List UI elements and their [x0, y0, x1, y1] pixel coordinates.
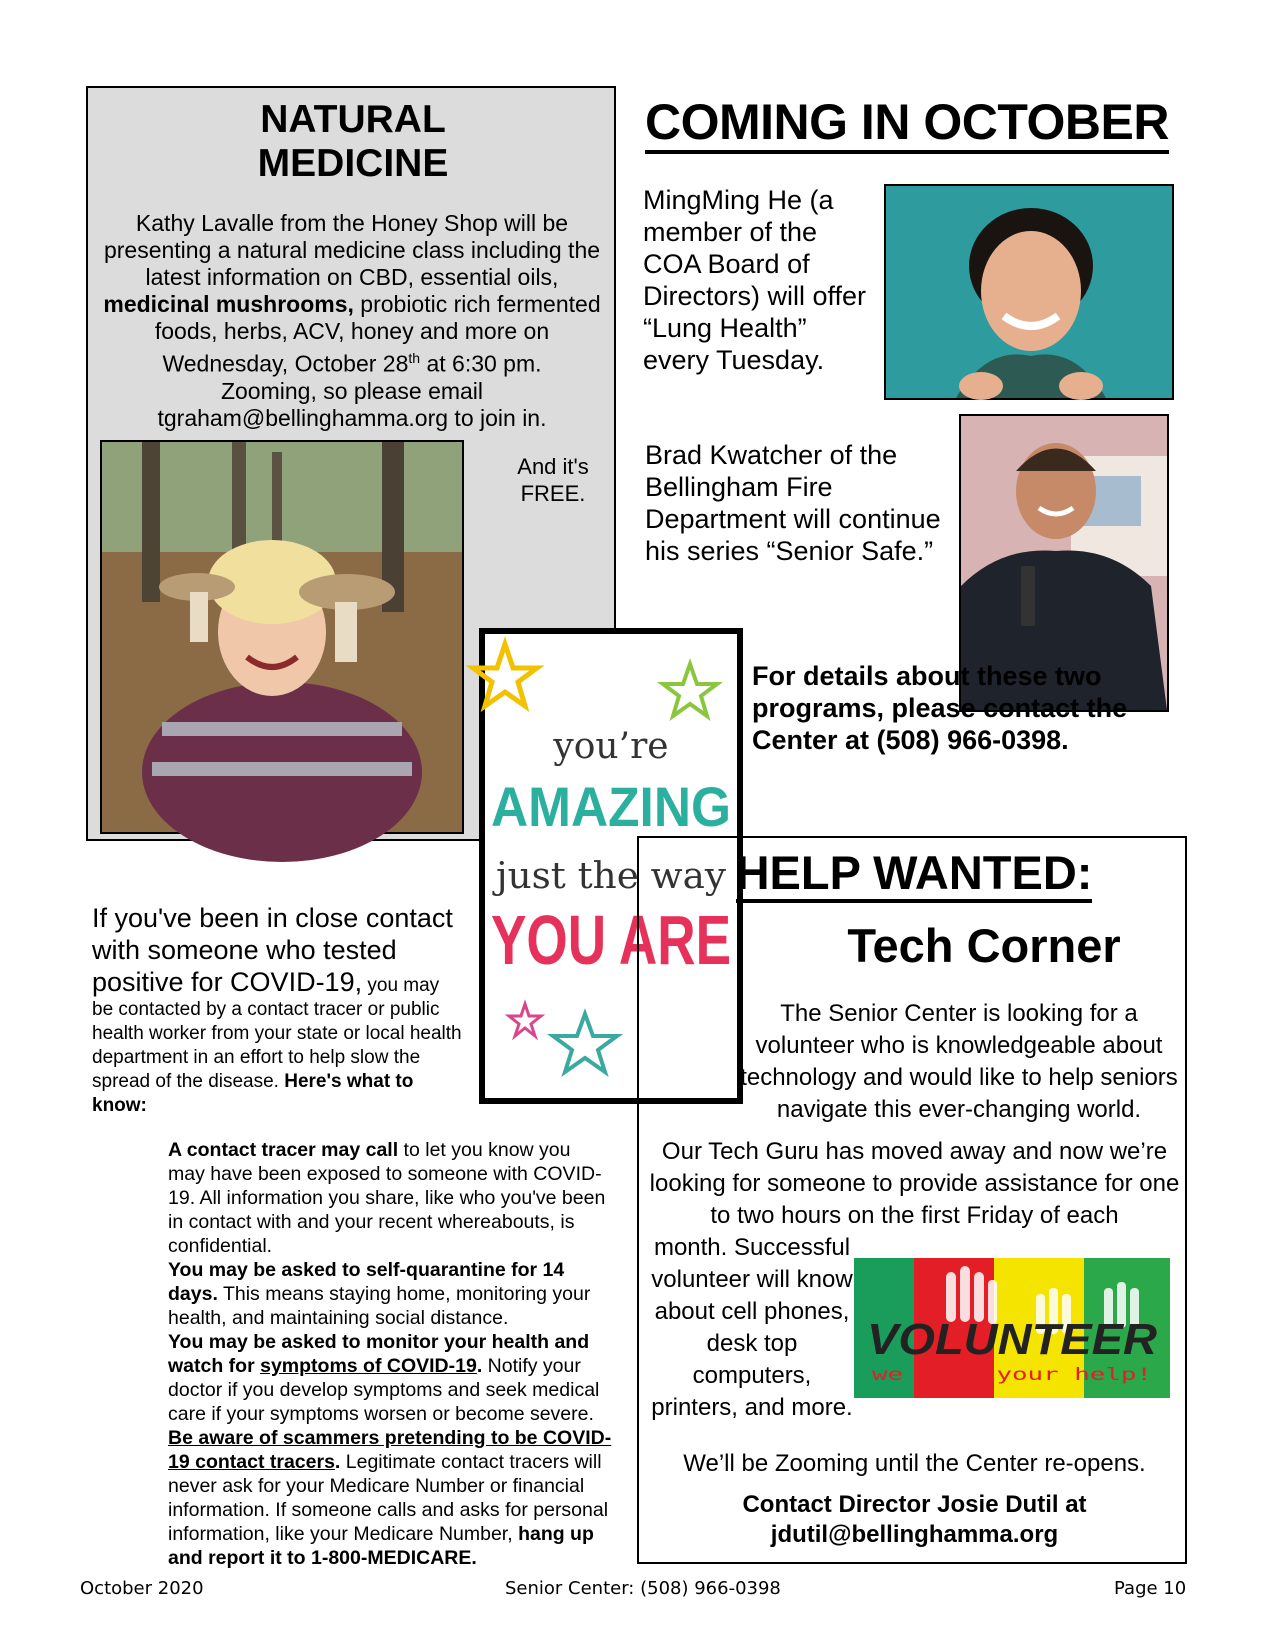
help-paragraph-1: The Senior Center is looking for a volunteer who is knowledgeable about technology and would like to help seniors navigate this ever-changing world. [740, 1000, 1178, 1123]
volunteer-word: VOLUNTEER [867, 1315, 1158, 1364]
director-email[interactable]: jdutil@bellinghamma.org [770, 1521, 1059, 1548]
footer-phone: Senior Center: (508) 966-0398 [505, 1578, 781, 1599]
help-paragraph-2: Our Tech Guru has moved away and now we’re looking for someone to provide assistance for one to two hours on the first Friday of each [649, 1138, 1180, 1229]
help-wanted-box [637, 836, 1187, 1564]
coming-in-october-title: COMING IN OCTOBER [645, 94, 1169, 154]
symptoms-link[interactable]: symptoms of COVID-19 [260, 1355, 477, 1377]
program-contact-details: For details about these two programs, please contact the Center at (508) 966-0398. [752, 661, 1128, 755]
natural-medicine-title: NATURAL MEDICINE [257, 98, 449, 185]
covid-paragraph-monitor: You may be asked to monitor your health and watch for symptoms of COVID-19. Notify your doctor if you develop symptoms and seek medical care if your symptoms worsen or become severe. [168, 1331, 600, 1425]
lung-health-description: MingMing He (a member of the COA Board of Directors) will offer “Lung Health” every Tuesday. [643, 185, 867, 375]
covid-paragraph-scammers: Be aware of scammers pretending to be COVID-19 contact tracers. Legitimate contact tracers will never ask for your Medicare Number or financial information. If someone calls and asks for personal information, like your Medicare Number, hang up and report it to 1-800-MEDICARE. [168, 1427, 612, 1569]
help-paragraph-3: month. Successful volunteer will know about cell phones, desk top computers, printers, and more. [651, 1234, 853, 1421]
help-wanted-title: HELP WANTED: [579, 846, 1249, 900]
covid-guidance [92, 1138, 612, 1570]
amazing-line3: just the way [491, 856, 727, 897]
mushroom-photo [100, 440, 464, 834]
volunteer-banner [854, 1258, 1170, 1398]
senior-safe-description: Brad Kwatcher of the Bellingham Fire Department will continue his series “Senior Safe.” [645, 440, 941, 566]
footer-page-number: Page 10 [1114, 1578, 1187, 1599]
amazing-line1: you’re [553, 726, 669, 767]
director-contact: Contact Director Josie Dutil at jdutil@bellinghamma.org [647, 1490, 1182, 1550]
covid-paragraph-quarantine: You may be asked to self-quarantine for 14 days. This means staying home, monitoring your health, and maintaining social distance. [168, 1259, 591, 1329]
footer-date: October 2020 [80, 1578, 204, 1599]
amazing-line2: AMAZING [491, 775, 731, 838]
mingming-photo [884, 184, 1174, 400]
covid-paragraph-contact-tracer: A contact tracer may call to let you know you may have been exposed to someone with COVID-19. All information you share, like who you've been in contact with and your recent whereabouts, is confidential. [168, 1139, 606, 1257]
zooming-note: We’ll be Zooming until the Center re-opens. [683, 1450, 1146, 1477]
amazing-line4: YOU ARE [491, 901, 731, 979]
covid-intro: If you've been in close contact with someone who tested positive for COVID-19, you may be contacted by a contact tracer or public health worker from your state or local health department in an effort to help slow the spread of the disease. Here's what to know: [92, 903, 462, 1116]
natural-medicine-description: Kathy Lavalle from the Honey Shop will be presenting a natural medicine class including the latest information on CBD, essential oils, medicinal mushrooms, probiotic rich fermented foods, herbs, ACV, honey and more on Wednesday, October 28th at 6:30 pm. Zooming, so please email tgraham@bellinghamma.org to join in. [103, 210, 601, 431]
free-note: And it's FREE. [517, 454, 589, 506]
volunteer-tagline: we need your help! [872, 1365, 1152, 1385]
event-email[interactable]: tgraham@bellinghamma.org to join in. [157, 404, 547, 431]
tech-corner-title: Tech Corner [847, 919, 1121, 972]
